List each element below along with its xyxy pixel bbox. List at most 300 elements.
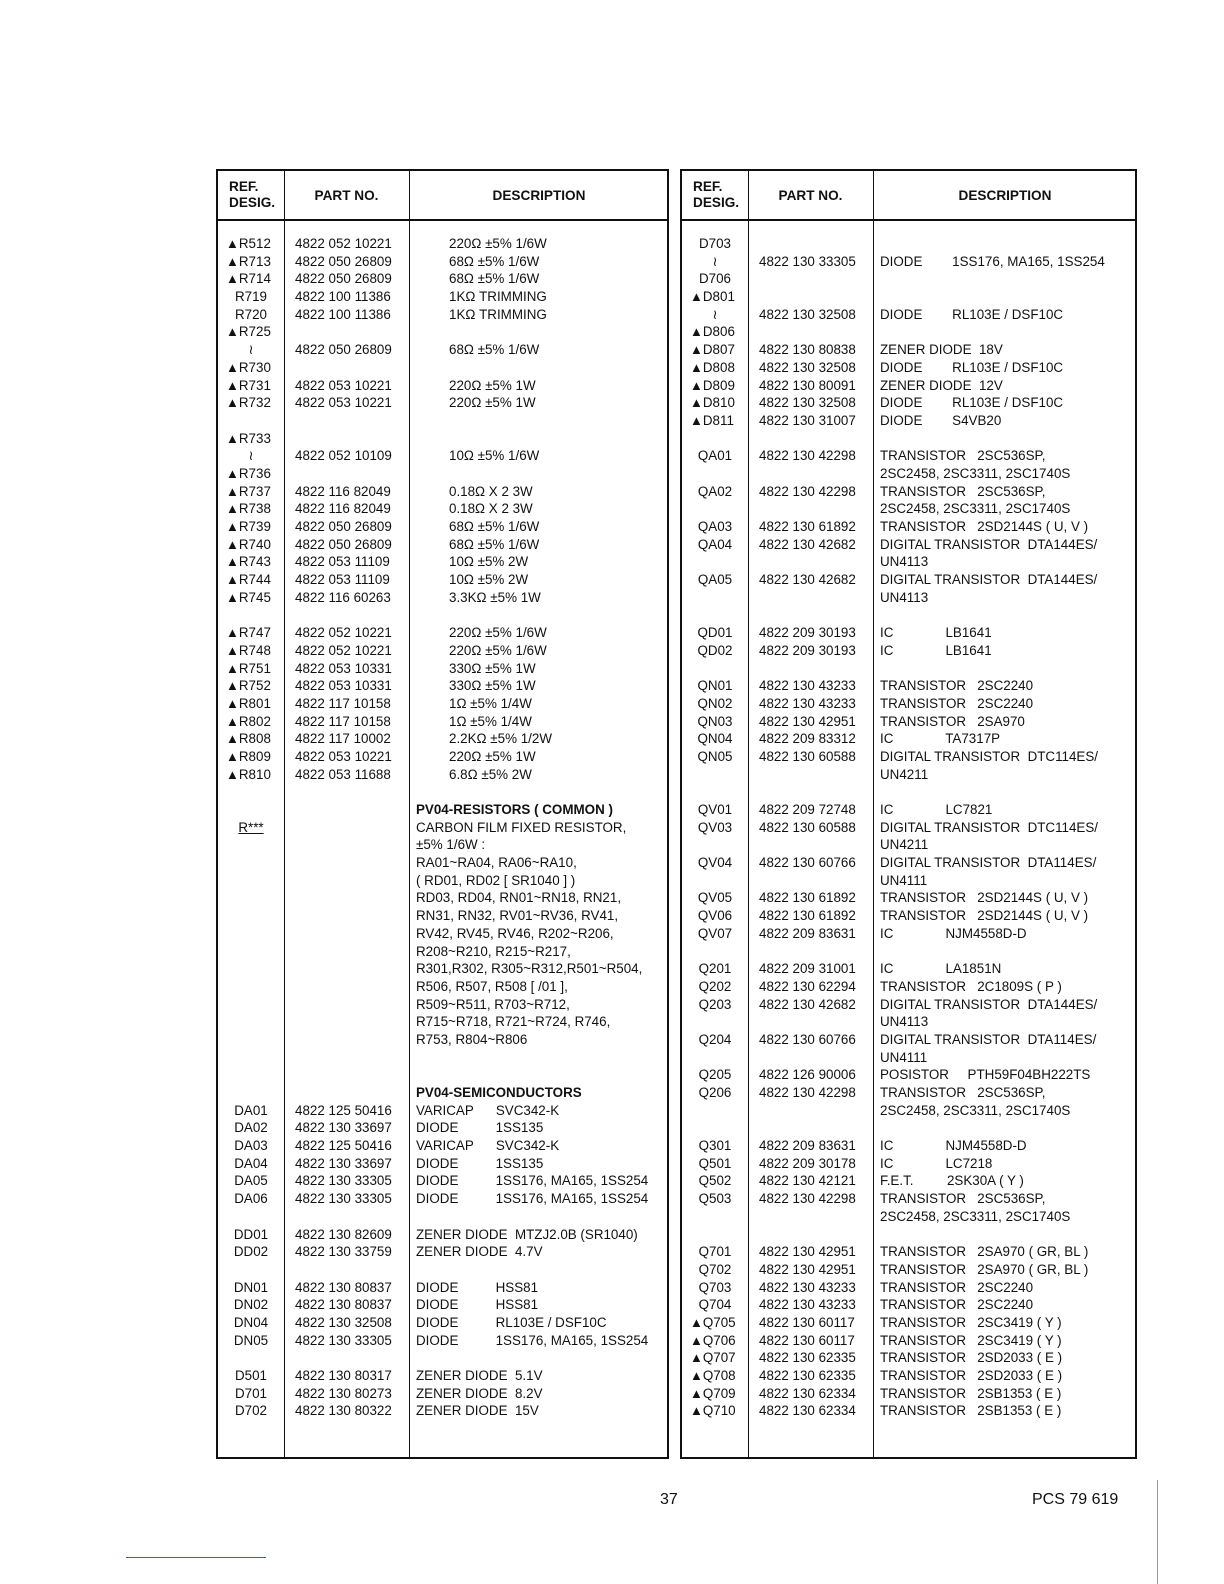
table-row (682, 606, 1135, 624)
description: DIODE HSS81 (416, 1297, 539, 1313)
table-row (682, 1066, 1135, 1084)
part-number: 4822 209 83312 (759, 731, 856, 747)
description: 220Ω ±5% 1W (449, 748, 536, 764)
ref-desig (682, 1402, 756, 1420)
safety-warning-icon: ▲ (226, 501, 239, 517)
ref-desig-text: DA04 (234, 1155, 268, 1171)
table-row (218, 748, 667, 766)
ref-desig (682, 1332, 756, 1350)
table-row (682, 1208, 1135, 1226)
description: R301,R302, R305~R312,R501~R504, (416, 961, 643, 977)
ref-desig (682, 1385, 756, 1403)
table-row (682, 571, 1135, 589)
ref-desig (218, 766, 292, 784)
ref-desig (218, 1155, 284, 1173)
ref-desig (218, 1385, 284, 1403)
table-row (682, 1279, 1135, 1297)
description: TRANSISTOR 2SC536SP, (880, 1191, 1046, 1207)
table-row (218, 1172, 667, 1190)
ref-desig (682, 536, 748, 554)
safety-warning-icon: ▲ (690, 1332, 703, 1348)
description: R753, R804~R806 (416, 1031, 528, 1047)
ref-desig (218, 518, 292, 536)
table-row (218, 589, 667, 607)
part-number: 4822 130 80091 (759, 377, 856, 393)
description: ZENER DIODE 15V (416, 1403, 539, 1419)
ref-desig-text: R808 (238, 731, 271, 747)
description: ZENER DIODE MTZJ2.0B (SR1040) (416, 1226, 638, 1242)
description: 68Ω ±5% 1/6W (449, 519, 540, 534)
part-number: 4822 130 42298 (759, 1085, 856, 1100)
ref-desig-text: DN02 (233, 1297, 269, 1313)
part-number: 4822 053 10331 (295, 660, 392, 676)
ref-desig (218, 553, 292, 571)
part-number: 4822 053 10221 (295, 748, 392, 764)
description: 2SC2458, 2SC3311, 2SC1740S (880, 1102, 1071, 1118)
table-row (682, 1190, 1135, 1208)
safety-warning-icon: ▲ (226, 731, 239, 747)
header-description: DESCRIPTION (492, 187, 586, 203)
ref-desig (218, 359, 292, 377)
part-number: 4822 053 11109 (295, 554, 390, 570)
part-number: 4822 209 30193 (759, 625, 856, 641)
table-row (682, 730, 1135, 748)
ref-desig (682, 854, 748, 872)
part-number: 4822 209 83631 (759, 925, 856, 941)
description: 220Ω ±5% 1/6W (449, 625, 547, 641)
table-row (218, 394, 667, 412)
ref-desig (218, 1102, 284, 1120)
ref-desig (218, 748, 292, 766)
ref-desig (682, 713, 748, 731)
ref-desig (682, 341, 756, 359)
ref-desig-text: Q707 (702, 1350, 736, 1366)
description: 330Ω ±5% 1W (449, 660, 536, 676)
table-row (682, 288, 1135, 306)
ref-desig-text: D702 (234, 1403, 267, 1419)
ref-desig-text: QA02 (697, 483, 733, 499)
ref-desig-text: DA05 (234, 1173, 268, 1189)
table-row (682, 518, 1135, 536)
table-row (682, 766, 1135, 784)
table-row (682, 323, 1135, 341)
part-number: 4822 052 10221 (295, 236, 392, 251)
table-row (682, 889, 1135, 907)
ref-desig-text: R801 (238, 695, 271, 711)
ref-desig (218, 571, 292, 589)
part-number: 4822 130 43233 (759, 678, 856, 694)
description: R208~R210, R215~R217, (416, 943, 571, 959)
table-row (218, 430, 667, 448)
ref-desig-text: QN01 (697, 678, 733, 694)
table-row (218, 1349, 667, 1367)
part-number: 4822 130 80837 (295, 1297, 392, 1313)
description: DIODE RL103E / DSF10C (416, 1314, 607, 1330)
safety-warning-icon: ▲ (226, 483, 239, 499)
description: 3.3KΩ ±5% 1W (449, 589, 541, 605)
part-number: 4822 130 60588 (759, 819, 856, 835)
ref-desig (218, 235, 292, 253)
ref-desig (218, 1332, 284, 1350)
table-row (682, 430, 1135, 448)
part-number: 4822 130 62335 (759, 1350, 856, 1366)
part-number: 4822 130 80273 (295, 1385, 392, 1401)
safety-warning-icon: ▲ (226, 748, 239, 764)
part-number: 4822 130 33305 (295, 1191, 392, 1207)
table-row (682, 1402, 1135, 1420)
ref-desig-text: QA04 (697, 536, 733, 552)
part-number: 4822 117 10158 (295, 695, 391, 711)
ref-desig-text: R738 (238, 501, 271, 517)
ref-desig-text: D706 (698, 271, 731, 287)
ref-desig-text: DA02 (234, 1120, 268, 1136)
table-row (682, 500, 1135, 518)
table-row (682, 907, 1135, 925)
description: UN4113 (880, 589, 929, 605)
table-row (218, 465, 667, 483)
description: TRANSISTOR 2SC536SP, (880, 483, 1046, 499)
part-number: 4822 130 33697 (295, 1155, 392, 1171)
description: TRANSISTOR 2SC2240 (880, 678, 1034, 694)
ref-desig (682, 996, 748, 1014)
table-row (218, 695, 667, 713)
ref-desig (218, 430, 292, 448)
scan-artifact-edge (1157, 1480, 1158, 1584)
part-number: 4822 130 61892 (759, 519, 856, 534)
ref-desig (218, 500, 292, 518)
description: DIODE RL103E / DSF10C (880, 395, 1064, 411)
description: TRANSISTOR 2SD2144S ( U, V ) (880, 519, 1089, 534)
ref-desig-text: ≀ (248, 448, 254, 464)
description: TRANSISTOR 2SC3419 ( Y ) (880, 1332, 1062, 1348)
table-row (218, 801, 667, 819)
table-row (218, 907, 667, 925)
part-number: 4822 130 82609 (295, 1226, 392, 1242)
safety-warning-icon: ▲ (690, 412, 703, 428)
description: 68Ω ±5% 1/6W (449, 253, 540, 269)
ref-desig-text: R748 (238, 642, 271, 658)
table-row (682, 553, 1135, 571)
description: UN4113 (880, 1014, 929, 1030)
safety-warning-icon: ▲ (226, 695, 239, 711)
part-number: 4822 130 62335 (759, 1368, 856, 1383)
ref-desig-text: D806 (702, 324, 735, 340)
description: DIGITAL TRANSISTOR DTA114ES/ (880, 855, 1097, 871)
description: ZENER DIODE 5.1V (416, 1368, 543, 1383)
ref-desig (682, 571, 748, 589)
table-row (218, 1031, 667, 1049)
ref-desig (682, 624, 748, 642)
ref-desig-text: R739 (238, 519, 271, 534)
ref-desig (682, 253, 748, 271)
ref-desig (682, 323, 756, 341)
table-row (218, 323, 667, 341)
table-row (682, 836, 1135, 854)
ref-desig (682, 359, 756, 377)
table-row (682, 1385, 1135, 1403)
part-number: 4822 130 42951 (759, 713, 856, 729)
table-row (218, 536, 667, 554)
part-number: 4822 130 42298 (759, 483, 856, 499)
ref-desig-text: QA03 (697, 519, 733, 534)
ref-desig-text: R740 (238, 536, 271, 552)
description: 6.8Ω ±5% 2W (449, 766, 532, 782)
ref-desig (682, 925, 748, 943)
ref-desig (218, 394, 292, 412)
part-number: 4822 130 43233 (759, 695, 856, 711)
ref-desig-text: R745 (238, 589, 271, 605)
ref-desig-text: QN04 (697, 731, 733, 747)
part-number: 4822 053 11109 (295, 572, 390, 588)
table-row (218, 1332, 667, 1350)
ref-desig (218, 1314, 284, 1332)
description: DIODE S4VB20 (880, 412, 1002, 428)
description: ZENER DIODE 12V (880, 377, 1003, 393)
header-ref-line2: DESIG. (229, 195, 276, 210)
description: TRANSISTOR 2SC2240 (880, 695, 1034, 711)
part-number: 4822 130 60117 (759, 1314, 855, 1330)
part-number: 4822 130 80838 (759, 342, 856, 358)
table-row (218, 642, 667, 660)
safety-warning-icon: ▲ (226, 253, 239, 269)
ref-desig (682, 1031, 748, 1049)
table-row (218, 1084, 667, 1102)
part-number: 4822 130 62334 (759, 1403, 856, 1419)
safety-warning-icon: ▲ (226, 713, 239, 729)
ref-desig (218, 253, 292, 271)
ref-desig (682, 1296, 748, 1314)
ref-desig-text: Q702 (698, 1261, 732, 1277)
part-number: 4822 126 90006 (759, 1067, 856, 1083)
part-number: 4822 130 42682 (759, 996, 856, 1012)
description: VARICAP SVC342-K (416, 1138, 560, 1154)
ref-desig-text: Q202 (698, 978, 732, 994)
table-row (218, 854, 667, 872)
part-number: 4822 130 32508 (759, 306, 856, 322)
safety-warning-icon: ▲ (690, 324, 703, 340)
ref-desig-text: R737 (238, 483, 271, 499)
table-row (218, 500, 667, 518)
table-row (682, 854, 1135, 872)
safety-warning-icon: ▲ (226, 554, 239, 570)
safety-warning-icon: ▲ (226, 678, 239, 694)
description: DIGITAL TRANSISTOR DTA144ES/ (880, 572, 1098, 588)
ref-desig (682, 695, 748, 713)
table-row (218, 270, 667, 288)
ref-desig (218, 483, 292, 501)
part-number: 4822 130 62334 (759, 1385, 856, 1401)
parts-table-left (216, 169, 669, 1459)
header-description: DESCRIPTION (958, 187, 1052, 203)
ref-desig (682, 1243, 748, 1261)
table-row (218, 1243, 667, 1261)
table-row (218, 624, 667, 642)
description: PV04-RESISTORS ( COMMON ) (416, 802, 613, 817)
table-row (682, 447, 1135, 465)
description: 68Ω ±5% 1/6W (449, 342, 540, 358)
table-row (682, 589, 1135, 607)
header-ref-line1: REF. (229, 179, 259, 194)
ref-desig (218, 323, 292, 341)
part-number: 4822 130 61892 (759, 890, 856, 906)
part-number: 4822 053 10331 (295, 678, 392, 694)
right-rows (682, 235, 1135, 1420)
table-row (682, 1084, 1135, 1102)
table-row (218, 235, 667, 253)
part-number: 4822 130 80317 (295, 1368, 392, 1383)
left-rows (218, 235, 667, 1420)
table-row (218, 1066, 667, 1084)
ref-desig-text: Q705 (702, 1314, 736, 1330)
description: 330Ω ±5% 1W (449, 678, 536, 694)
part-number: 4822 130 33305 (295, 1332, 392, 1348)
part-number: 4822 130 60117 (759, 1332, 855, 1348)
safety-warning-icon: ▲ (226, 660, 239, 676)
ref-desig-text: D808 (702, 359, 735, 375)
table-row (682, 465, 1135, 483)
ref-desig-text: Q706 (702, 1332, 736, 1348)
part-number: 4822 130 42951 (759, 1244, 856, 1260)
description: IC LB1641 (880, 625, 992, 641)
table-row (682, 872, 1135, 890)
ref-desig (682, 518, 748, 536)
safety-warning-icon: ▲ (226, 519, 239, 534)
description: UN4211 (880, 837, 929, 853)
part-number: 4822 209 72748 (759, 802, 856, 817)
ref-desig (682, 377, 756, 395)
part-number: 4822 053 11688 (295, 766, 391, 782)
table-row (682, 1172, 1135, 1190)
description: ZENER DIODE 18V (880, 342, 1003, 358)
part-number: 4822 100 11386 (295, 289, 391, 305)
safety-warning-icon: ▲ (226, 766, 239, 782)
part-number: 4822 130 42121 (759, 1173, 856, 1189)
ref-desig (682, 1066, 748, 1084)
ref-desig (682, 1261, 748, 1279)
table-row (682, 359, 1135, 377)
ref-desig (218, 1279, 284, 1297)
ref-desig-text: R752 (238, 678, 271, 694)
table-row (218, 1102, 667, 1120)
part-number: 4822 209 31001 (759, 961, 856, 977)
ref-desig-text: Q501 (698, 1155, 732, 1171)
ref-desig (218, 624, 292, 642)
ref-desig-text: R*** (238, 819, 264, 835)
table-row (218, 359, 667, 377)
description: 2.2KΩ ±5% 1/2W (449, 731, 552, 747)
ref-desig (218, 447, 284, 465)
description: R506, R507, R508 [ /01 ], (416, 978, 568, 994)
part-number: 4822 130 42682 (759, 572, 856, 588)
part-number: 4822 130 80322 (295, 1403, 392, 1419)
description: IC NJM4558D-D (880, 1138, 1027, 1154)
ref-desig-text: D701 (234, 1385, 267, 1401)
ref-desig (682, 394, 756, 412)
ref-desig (218, 642, 292, 660)
description: 0.18Ω X 2 3W (449, 501, 533, 517)
part-number: 4822 130 33305 (759, 253, 856, 269)
safety-warning-icon: ▲ (226, 465, 239, 481)
table-row (218, 553, 667, 571)
part-number: 4822 116 60263 (295, 589, 391, 605)
description: UN4111 (880, 1049, 928, 1065)
ref-desig (682, 1314, 756, 1332)
ref-desig-text: QV04 (697, 855, 733, 871)
description: TRANSISTOR 2SC2240 (880, 1297, 1034, 1313)
ref-desig-text: R731 (238, 377, 271, 393)
ref-desig-text: Q701 (698, 1244, 732, 1260)
table-row (682, 253, 1135, 271)
part-number: 4822 130 60766 (759, 1031, 856, 1047)
ref-desig-text: R744 (238, 572, 271, 588)
table-row (218, 1208, 667, 1226)
safety-warning-icon: ▲ (690, 1403, 703, 1419)
part-number: 4822 053 10221 (295, 377, 392, 393)
ref-desig (682, 1172, 748, 1190)
table-row (682, 1314, 1135, 1332)
description: 220Ω ±5% 1W (449, 377, 536, 393)
part-number: 4822 130 42682 (759, 536, 856, 552)
ref-desig-text: QV07 (697, 925, 733, 941)
ref-desig-text: D811 (702, 412, 734, 428)
description: 68Ω ±5% 1/6W (449, 536, 540, 552)
table-row (218, 713, 667, 731)
description: TRANSISTOR 2SD2033 ( E ) (880, 1368, 1063, 1383)
ref-desig (218, 713, 292, 731)
ref-desig (218, 341, 284, 359)
table-row (218, 1314, 667, 1332)
ref-desig (682, 889, 748, 907)
ref-desig (218, 377, 292, 395)
table-row (682, 1119, 1135, 1137)
ref-desig-text: Q503 (698, 1191, 732, 1207)
ref-desig-text: QV03 (697, 819, 733, 835)
table-row (682, 978, 1135, 996)
part-number: 4822 050 26809 (295, 342, 392, 358)
description: 220Ω ±5% 1/6W (449, 642, 547, 658)
part-number: 4822 209 30193 (759, 642, 856, 658)
description: DIODE 1SS176, MA165, 1SS254 (880, 253, 1105, 269)
table-row (682, 1332, 1135, 1350)
ref-desig-text: DD02 (233, 1244, 269, 1260)
description: IC TA7317P (880, 731, 1001, 747)
table-row (682, 1296, 1135, 1314)
description: 220Ω ±5% 1W (449, 395, 536, 411)
table-row (218, 1261, 667, 1279)
table-row (682, 377, 1135, 395)
ref-desig-text: R802 (238, 713, 271, 729)
description: UN4211 (880, 766, 929, 782)
ref-desig-text: R732 (238, 395, 271, 411)
description: 1Ω ±5% 1/4W (449, 713, 532, 729)
ref-desig-text: Q704 (698, 1297, 732, 1313)
safety-warning-icon: ▲ (690, 1350, 703, 1366)
ref-desig (682, 1137, 748, 1155)
table-row (682, 642, 1135, 660)
description: ZENER DIODE 8.2V (416, 1385, 543, 1401)
safety-warning-icon: ▲ (690, 1385, 703, 1401)
table-row (218, 660, 667, 678)
part-number: 4822 130 42951 (759, 1261, 856, 1277)
description: TRANSISTOR 2SA970 ( GR, BL ) (880, 1261, 1089, 1277)
ref-desig-text: DA01 (234, 1102, 268, 1118)
table-row (218, 1190, 667, 1208)
table-row (218, 447, 667, 465)
table-row (682, 819, 1135, 837)
table-row (218, 1296, 667, 1314)
table-row (682, 943, 1135, 961)
ref-desig-text: ≀ (712, 306, 718, 322)
